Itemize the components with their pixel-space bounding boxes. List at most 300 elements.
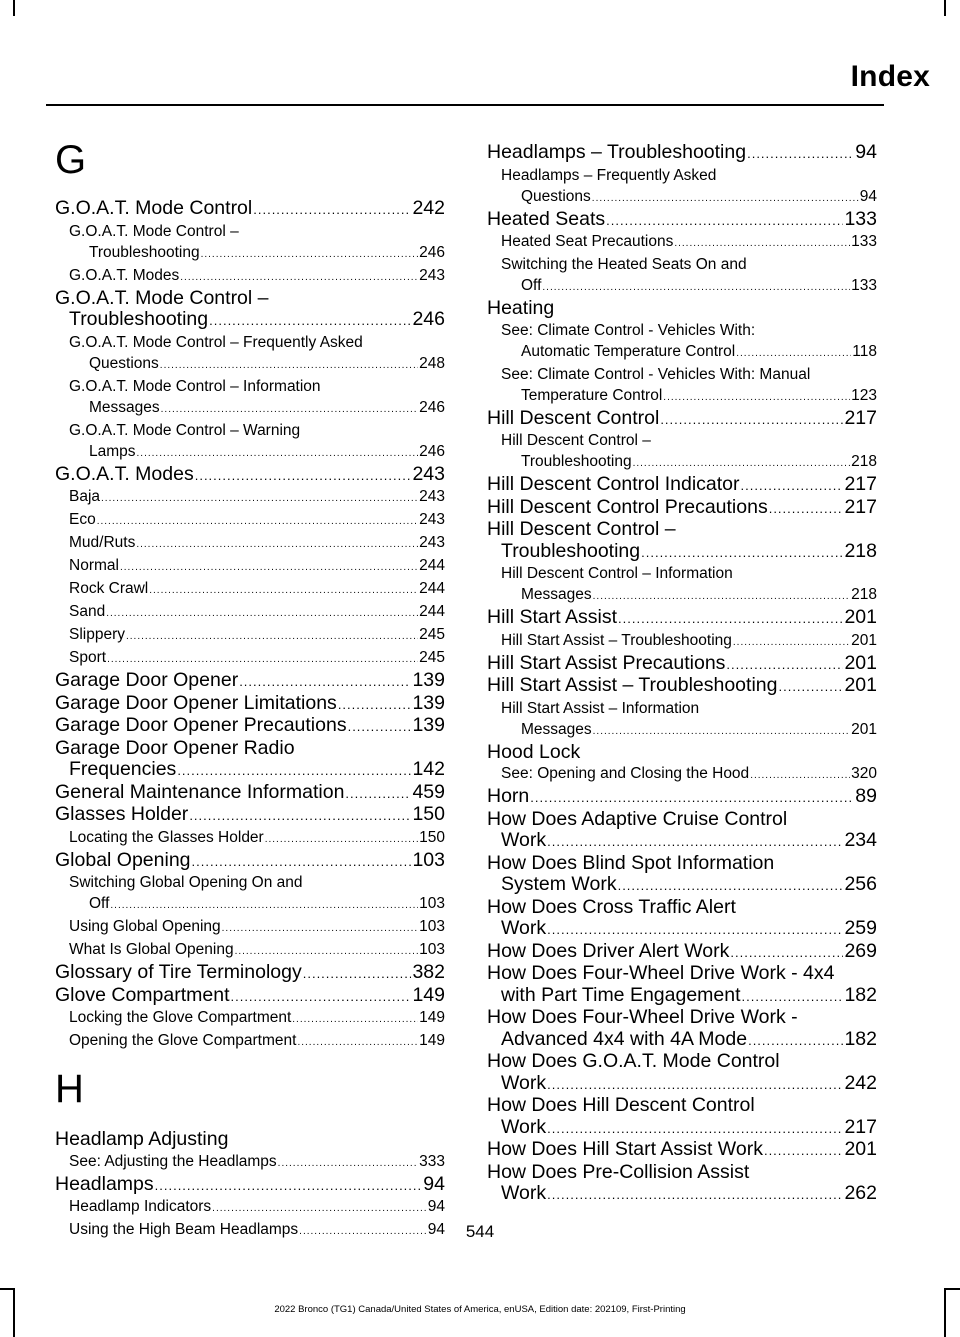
entry-text: Eco xyxy=(69,511,96,528)
page-ref: 182 xyxy=(844,1027,877,1050)
dot-leader xyxy=(120,555,418,578)
index-subentry xyxy=(55,827,445,850)
index-entry xyxy=(487,1095,877,1139)
entry-text: Hill Descent Control – Information xyxy=(501,565,733,582)
page-ref: 150 xyxy=(419,828,445,846)
page-ref: 133 xyxy=(844,207,877,230)
section-letter-g: G xyxy=(55,138,87,182)
dot-leader xyxy=(593,584,850,607)
entry-text: Using Global Opening xyxy=(69,918,221,935)
index-entry xyxy=(487,809,877,853)
entry-text: How Does Blind Spot Information xyxy=(487,851,775,874)
entry-text: Hill Descent Control xyxy=(487,406,660,429)
entry-text: Headlamp Adjusting xyxy=(55,1128,229,1150)
entry-text: How Does Four-Wheel Drive Work - xyxy=(487,1006,798,1028)
page-ref: 94 xyxy=(855,141,877,163)
page-ref: 234 xyxy=(844,829,877,851)
entry-text: How Does Driver Alert Work xyxy=(487,939,730,962)
entry-text: See: Climate Control - Vehicles With: xyxy=(501,321,756,339)
crop-mark-top-left xyxy=(13,0,15,16)
page-ref: 246 xyxy=(412,308,445,330)
page-number: 544 xyxy=(465,1222,495,1241)
entry-text: Work xyxy=(501,1115,547,1138)
page-ref: 243 xyxy=(419,266,445,284)
page-ref: 243 xyxy=(419,534,445,551)
entry-text: G.O.A.T. Mode Control xyxy=(55,197,253,219)
index-entry xyxy=(487,408,877,431)
dot-leader xyxy=(547,1183,843,1206)
index-subentry xyxy=(55,939,445,962)
page-ref: 246 xyxy=(419,243,445,261)
index-subentry xyxy=(55,420,445,464)
page-ref: 103 xyxy=(412,848,445,871)
entry-text: Garage Door Opener Limitations xyxy=(55,691,337,714)
index-subentry xyxy=(55,221,445,265)
page-ref: 333 xyxy=(419,1152,445,1170)
index-entry xyxy=(55,288,445,332)
dot-leader xyxy=(235,939,419,962)
page-ref: 218 xyxy=(851,586,877,603)
section-letter-h: H xyxy=(55,1067,84,1111)
dot-leader xyxy=(736,341,851,364)
page-ref: 89 xyxy=(855,785,877,807)
index-entry xyxy=(487,209,877,232)
page-ref: 94 xyxy=(859,187,877,205)
index-subentry xyxy=(55,1030,445,1053)
page-ref: 142 xyxy=(412,758,445,780)
index-entry xyxy=(55,985,445,1008)
dot-leader xyxy=(180,265,418,288)
entry-text: Headlamp Indicators xyxy=(69,1198,212,1215)
entry-text: G.O.A.T. Mode Control – Information xyxy=(69,377,321,395)
page-ref: 217 xyxy=(844,473,877,495)
page-ref: 149 xyxy=(419,1032,445,1049)
entry-text: Mud/Ruts xyxy=(69,534,136,551)
page-ref: 201 xyxy=(844,1138,877,1160)
index-subentry xyxy=(55,601,445,624)
entry-text: Work xyxy=(501,829,547,851)
entry-text: Messages xyxy=(521,720,592,738)
index-entry xyxy=(487,474,877,497)
entry-text: Glasses Holder xyxy=(55,803,189,825)
page-ref: 217 xyxy=(844,495,877,518)
edition-note: 2022 Bronco (TG1) Canada/United States of America, enUSA, Edition date: 202109, First-Printing xyxy=(274,1304,686,1315)
page-ref: 382 xyxy=(412,961,445,983)
entry-text: Advanced 4x4 with 4A Mode xyxy=(501,1027,748,1050)
entry-text: Opening the Glove Compartment xyxy=(69,1032,297,1049)
entry-text: How Does Four-Wheel Drive Work - 4x4 xyxy=(487,962,835,984)
dot-leader xyxy=(742,985,844,1008)
entry-text: Horn xyxy=(487,785,530,807)
page-ref: 133 xyxy=(851,233,877,250)
page-ref: 459 xyxy=(412,780,445,803)
page-ref: 103 xyxy=(419,895,445,912)
entry-text: Hill Start Assist Precautions xyxy=(487,651,726,674)
dot-leader xyxy=(618,874,844,897)
index-subentry xyxy=(487,698,877,742)
page-ref: 218 xyxy=(844,539,877,562)
page-ref: 243 xyxy=(419,488,445,505)
entry-text: Hood Lock xyxy=(487,740,581,763)
entry-text: Baja xyxy=(69,488,101,505)
index-entry xyxy=(487,653,877,676)
entry-text: Slippery xyxy=(69,626,125,643)
dot-leader xyxy=(230,985,411,1008)
index-entry xyxy=(55,464,445,487)
entry-text: Global Opening xyxy=(55,848,191,871)
index-subentry xyxy=(55,872,445,916)
index-column-right xyxy=(487,138,877,1206)
crop-mark-bottom-left-h xyxy=(0,1288,15,1290)
dot-leader xyxy=(547,1117,843,1140)
entry-text: Garage Door Opener xyxy=(55,669,239,691)
page-ref: 123 xyxy=(851,386,877,404)
dot-leader xyxy=(107,647,418,670)
index-subentry xyxy=(55,647,445,670)
dot-leader xyxy=(747,142,854,165)
index-subentry xyxy=(55,1151,445,1174)
index-entry xyxy=(55,804,445,827)
dot-leader xyxy=(750,763,850,786)
entry-text: Locking the Glove Compartment xyxy=(69,1009,292,1026)
dot-leader xyxy=(618,607,843,630)
entry-text: Hill Descent Control – xyxy=(501,432,651,449)
dot-leader xyxy=(547,918,843,941)
index-subentry xyxy=(487,231,877,254)
page-ref: 150 xyxy=(412,803,445,825)
dot-leader xyxy=(189,804,411,827)
entry-text: Automatic Temperature Control xyxy=(521,342,736,360)
dot-leader xyxy=(530,786,854,809)
dot-leader xyxy=(160,353,418,376)
entry-text: Off xyxy=(521,277,542,294)
page-ref: 259 xyxy=(844,917,877,939)
entry-text: How Does Hill Start Assist Work xyxy=(487,1138,763,1160)
dot-leader xyxy=(348,715,412,738)
dot-leader xyxy=(345,782,411,805)
dot-leader xyxy=(660,408,843,431)
dot-leader xyxy=(674,231,850,254)
index-column-left xyxy=(55,138,445,1242)
index-entry xyxy=(487,963,877,1007)
page-ref: 149 xyxy=(419,1009,445,1026)
index-subentry xyxy=(487,364,877,408)
dot-leader xyxy=(338,693,412,716)
index-subentry xyxy=(55,555,445,578)
page-ref: 133 xyxy=(851,277,877,294)
page-ref: 269 xyxy=(844,939,877,962)
dot-leader xyxy=(136,532,418,555)
page-ref: 244 xyxy=(419,603,445,620)
entry-text: Questions xyxy=(521,187,591,205)
entry-text: Off xyxy=(89,895,110,912)
dot-leader xyxy=(606,209,843,232)
dot-leader xyxy=(278,1151,418,1174)
page-ref: 94 xyxy=(427,1221,445,1238)
page-ref: 242 xyxy=(412,197,445,219)
index-list-right xyxy=(487,142,877,1206)
entry-text: Garage Door Opener Radio xyxy=(55,736,295,759)
index-entry xyxy=(487,941,877,964)
index-entry xyxy=(55,198,445,221)
entry-text: Hill Descent Control – xyxy=(487,518,676,540)
page-ref: 201 xyxy=(844,651,877,674)
index-entry xyxy=(487,897,877,941)
entry-text: Troubleshooting xyxy=(89,243,200,261)
index-entry xyxy=(55,693,445,716)
page-ref: 246 xyxy=(419,442,445,460)
page-ref: 182 xyxy=(844,983,877,1006)
entry-text: Normal xyxy=(69,557,119,574)
crop-mark-top-right xyxy=(944,0,946,16)
index-entry xyxy=(487,1007,877,1051)
dot-leader xyxy=(764,1139,844,1162)
dot-leader xyxy=(97,509,418,532)
entry-text: System Work xyxy=(501,873,617,895)
index-entry xyxy=(487,853,877,897)
entry-text: Headlamps xyxy=(55,1172,154,1195)
entry-text: Frequencies xyxy=(69,758,177,780)
page-ref: 103 xyxy=(419,941,445,958)
entry-text: Hill Descent Control Precautions xyxy=(487,495,768,518)
page-ref: 94 xyxy=(427,1198,445,1215)
index-entry xyxy=(487,675,877,698)
entry-text: G.O.A.T. Modes xyxy=(69,266,180,284)
index-entry xyxy=(487,607,877,630)
entry-text: with Part Time Engagement xyxy=(501,983,741,1006)
page-ref: 139 xyxy=(412,691,445,714)
dot-leader xyxy=(592,186,859,209)
dot-leader xyxy=(303,962,412,985)
index-entry xyxy=(487,519,877,563)
page-ref: 256 xyxy=(844,873,877,895)
page-ref: 201 xyxy=(851,720,877,738)
dot-leader xyxy=(641,541,843,564)
entry-text: Hill Start Assist – Troubleshooting xyxy=(487,674,778,696)
page-ref: 218 xyxy=(851,453,877,470)
dot-leader xyxy=(633,451,851,474)
dot-leader xyxy=(177,759,411,782)
dot-leader xyxy=(769,497,844,520)
index-entry xyxy=(487,1162,877,1206)
dot-leader xyxy=(297,1030,418,1053)
entry-text: Work xyxy=(501,917,547,939)
index-entry xyxy=(55,738,445,782)
page-ref: 243 xyxy=(419,511,445,528)
entry-text: G.O.A.T. Mode Control – Warning xyxy=(69,421,301,439)
index-entry xyxy=(487,742,877,764)
entry-text: Headlamps – Frequently Asked xyxy=(501,166,717,184)
index-entry xyxy=(487,1139,877,1162)
entry-text: Heated Seat Precautions xyxy=(501,233,674,250)
page-ref: 103 xyxy=(419,918,445,935)
index-subentry xyxy=(487,563,877,607)
entry-text: Lamps xyxy=(89,442,136,460)
dot-leader xyxy=(733,630,850,653)
entry-text: See: Opening and Closing the Hood xyxy=(501,765,750,782)
entry-text: Temperature Control xyxy=(521,386,663,404)
page-title: Index xyxy=(850,60,930,93)
entry-text: Glove Compartment xyxy=(55,983,230,1006)
entry-text: Heating xyxy=(487,297,555,319)
dot-leader xyxy=(161,397,418,420)
index-entry xyxy=(487,497,877,520)
index-entry xyxy=(55,1129,445,1151)
index-entry xyxy=(487,298,877,320)
entry-text: G.O.A.T. Mode Control – Frequently Asked xyxy=(69,333,363,351)
page-ref: 201 xyxy=(851,631,877,649)
index-subentry xyxy=(487,630,877,653)
dot-leader xyxy=(212,1196,427,1219)
entry-text: Messages xyxy=(89,398,160,416)
entry-text: Using the High Beam Headlamps xyxy=(69,1221,299,1238)
index-subentry xyxy=(55,332,445,376)
index-entry xyxy=(55,715,445,738)
entry-text: Glossary of Tire Terminology xyxy=(55,961,302,983)
page-ref: 248 xyxy=(419,354,445,372)
dot-leader xyxy=(265,827,418,850)
page-ref: 245 xyxy=(419,626,445,643)
dot-leader xyxy=(741,474,844,497)
entry-text: Sport xyxy=(69,649,107,666)
entry-text: Switching Global Opening On and xyxy=(69,874,303,891)
entry-text: Hill Start Assist – Information xyxy=(501,699,700,717)
index-entry xyxy=(487,786,877,809)
page-ref: 246 xyxy=(419,398,445,416)
index-subentry xyxy=(55,376,445,420)
entry-text: Locating the Glasses Holder xyxy=(69,828,264,846)
entry-text: Hill Start Assist – Troubleshooting xyxy=(501,631,732,649)
page-ref: 245 xyxy=(419,649,445,666)
index-entry xyxy=(55,850,445,873)
index-subentry xyxy=(55,509,445,532)
index-entry xyxy=(487,142,877,165)
entry-text: Troubleshooting xyxy=(501,539,641,562)
index-subentry xyxy=(487,430,877,474)
index-subentry xyxy=(55,1007,445,1030)
index-entry xyxy=(55,670,445,693)
entry-text: Troubleshooting xyxy=(521,453,632,470)
page-ref: 139 xyxy=(412,669,445,691)
index-entry xyxy=(55,1174,445,1197)
header-rule xyxy=(46,104,884,106)
page-ref: 217 xyxy=(844,1115,877,1138)
page-ref: 217 xyxy=(844,406,877,429)
index-entry xyxy=(55,782,445,805)
index-entry xyxy=(55,962,445,985)
entry-text: How Does Pre-Collision Assist xyxy=(487,1160,750,1183)
entry-text: Questions xyxy=(89,354,159,372)
index-subentry xyxy=(55,486,445,509)
entry-text: See: Adjusting the Headlamps xyxy=(69,1152,277,1170)
index-subentry xyxy=(487,165,877,209)
dot-leader xyxy=(726,653,843,676)
entry-text: Hill Start Assist xyxy=(487,606,618,628)
index-subentry xyxy=(55,916,445,939)
entry-text: Rock Crawl xyxy=(69,580,149,597)
dot-leader xyxy=(547,830,843,853)
dot-leader xyxy=(137,441,419,464)
dot-leader xyxy=(292,1007,418,1030)
entry-text: See: Climate Control - Vehicles With: Manual xyxy=(501,365,811,383)
index-subentry xyxy=(487,320,877,364)
index-subentry xyxy=(487,254,877,298)
dot-leader xyxy=(778,675,843,698)
entry-text: Garage Door Opener Precautions xyxy=(55,714,347,736)
page-ref: 320 xyxy=(851,765,877,782)
entry-text: How Does Cross Traffic Alert xyxy=(487,895,736,918)
dot-leader xyxy=(730,941,843,964)
entry-text: How Does Hill Descent Control xyxy=(487,1094,755,1116)
page-ref: 139 xyxy=(412,714,445,736)
page-ref: 201 xyxy=(844,674,877,696)
page-ref: 244 xyxy=(419,580,445,597)
entry-text: G.O.A.T. Mode Control – xyxy=(55,286,269,309)
page-ref: 244 xyxy=(419,557,445,574)
page-ref: 118 xyxy=(852,342,877,360)
dot-leader xyxy=(155,1174,423,1197)
entry-text: How Does G.O.A.T. Mode Control xyxy=(487,1050,780,1072)
dot-leader xyxy=(593,719,850,742)
dot-leader xyxy=(195,464,412,487)
dot-leader xyxy=(239,670,411,693)
page-ref: 94 xyxy=(423,1172,445,1195)
dot-leader xyxy=(542,275,850,298)
dot-leader xyxy=(110,893,418,916)
entry-text: Headlamps – Troubleshooting xyxy=(487,141,747,163)
crop-mark-bottom-right-h xyxy=(944,1288,960,1290)
dot-leader xyxy=(192,850,412,873)
dot-leader xyxy=(222,916,418,939)
entry-text: What Is Global Opening xyxy=(69,941,234,958)
dot-leader xyxy=(126,624,418,647)
page-ref: 262 xyxy=(844,1182,877,1204)
entry-text: Heated Seats xyxy=(487,207,606,230)
index-subentry xyxy=(55,578,445,601)
entry-text: Messages xyxy=(521,586,592,603)
dot-leader xyxy=(149,578,418,601)
index-subentry xyxy=(487,763,877,786)
index-entry xyxy=(487,1051,877,1095)
dot-leader xyxy=(201,242,419,265)
entry-text: Work xyxy=(501,1071,547,1094)
entry-text: Sand xyxy=(69,603,106,620)
entry-text: Troubleshooting xyxy=(69,308,209,330)
dot-leader xyxy=(547,1073,843,1096)
index-subentry xyxy=(55,265,445,288)
entry-text: Hill Descent Control Indicator xyxy=(487,473,740,495)
dot-leader xyxy=(748,1029,843,1052)
entry-text: Switching the Heated Seats On and xyxy=(501,256,747,273)
entry-text: How Does Adaptive Cruise Control xyxy=(487,807,788,830)
index-subentry xyxy=(55,624,445,647)
page-ref: 243 xyxy=(412,462,445,485)
page-ref: 242 xyxy=(844,1071,877,1094)
dot-leader xyxy=(106,601,418,624)
page-ref: 201 xyxy=(844,606,877,628)
dot-leader xyxy=(209,309,411,332)
entry-text: G.O.A.T. Mode Control – xyxy=(69,222,239,240)
entry-text: G.O.A.T. Modes xyxy=(55,462,194,485)
entry-text: General Maintenance Information xyxy=(55,780,345,803)
dot-leader xyxy=(101,486,418,509)
dot-leader xyxy=(253,198,411,221)
entry-text: Work xyxy=(501,1182,547,1204)
index-subentry xyxy=(55,532,445,555)
index-subentry xyxy=(55,1196,445,1219)
page-ref: 149 xyxy=(412,983,445,1006)
dot-leader xyxy=(663,385,850,408)
